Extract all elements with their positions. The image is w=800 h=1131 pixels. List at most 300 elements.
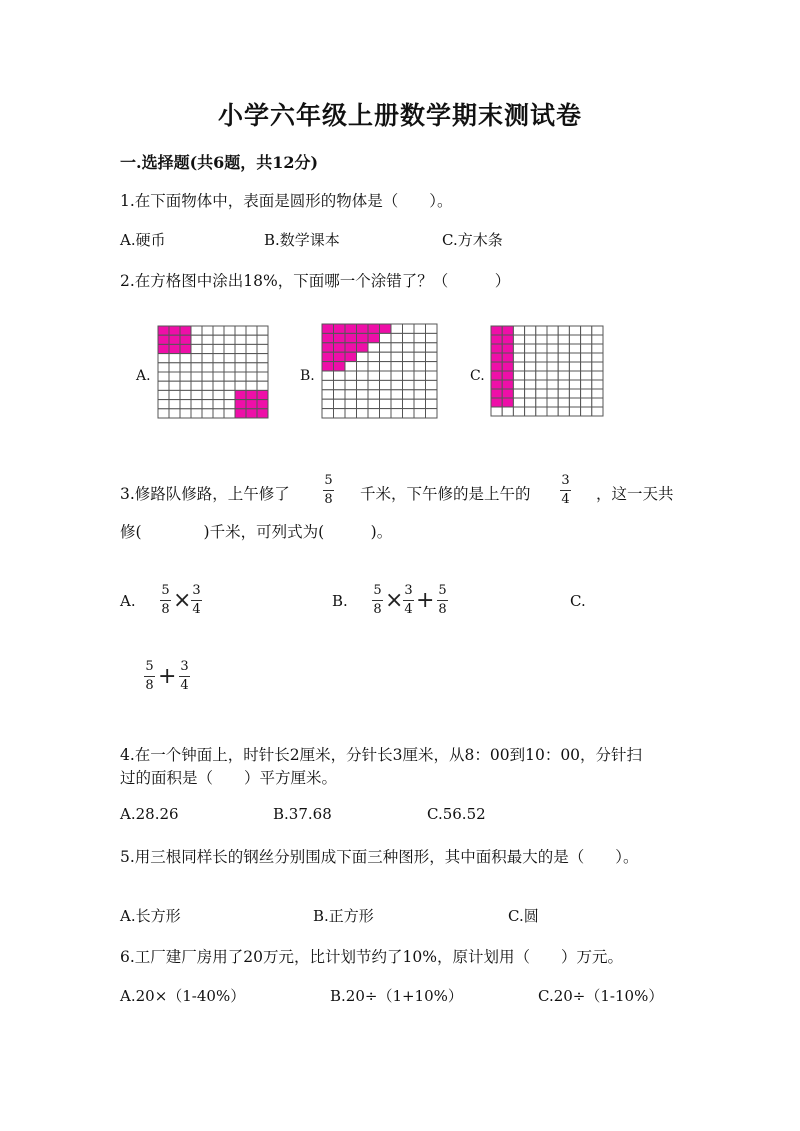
q3-option-c: C.: [570, 592, 586, 610]
grid-cell: [202, 326, 213, 335]
grid-cell: [345, 324, 357, 333]
grid-cell: [426, 380, 438, 389]
grid-cell: [368, 380, 380, 389]
grid-cell: [536, 335, 547, 344]
q1-option-b: B.数学课本: [264, 231, 340, 249]
grid-cell: [558, 362, 569, 371]
grid-cell: [158, 372, 169, 381]
q1-option-a: A.硬币: [120, 231, 166, 249]
grid-cell: [414, 352, 426, 361]
grid-cell: [191, 409, 202, 418]
q5-option-c: C.圆: [508, 907, 539, 925]
grid-cell: [334, 324, 346, 333]
grid-cell: [169, 381, 180, 390]
grid-cell: [368, 362, 380, 371]
question-6: 6.工厂建厂房用了20万元，比计划节约了10%，原计划用（ ）万元。: [120, 948, 623, 966]
grid-cell: [391, 409, 403, 418]
grid-cell: [502, 344, 513, 353]
question-4-line2: 过的面积是（ ）平方厘米。: [120, 769, 338, 787]
grid-cell: [191, 372, 202, 381]
q6-option-b: B.20÷（1+10%）: [330, 987, 463, 1005]
q3-b-frac1: 5 8: [373, 583, 382, 617]
grid-cell: [368, 399, 380, 408]
grid-cell: [334, 399, 346, 408]
grid-cell: [491, 398, 502, 407]
grid-cell: [513, 389, 524, 398]
grid-cell: [426, 399, 438, 408]
grid-cell: [180, 344, 191, 353]
grid-cell: [224, 400, 235, 409]
grid-cell: [224, 390, 235, 399]
grid-cell: [547, 371, 558, 380]
grid-cell: [158, 390, 169, 399]
grid-cell: [502, 380, 513, 389]
grid-cell: [547, 353, 558, 362]
grid-cell: [158, 335, 169, 344]
grid-cell: [380, 399, 392, 408]
grid-cell: [345, 362, 357, 371]
grid-cell: [235, 344, 246, 353]
grid-a: [157, 325, 269, 419]
grid-cell: [403, 380, 415, 389]
grid-cell: [213, 390, 224, 399]
grid-cell: [513, 353, 524, 362]
grid-cell: [257, 409, 268, 418]
grid-cell: [202, 344, 213, 353]
question-1: 1.在下面物体中，表面是圆形的物体是（ ）。: [120, 192, 453, 210]
grid-cell: [357, 362, 369, 371]
grid-cell: [357, 371, 369, 380]
grid-cell: [569, 326, 580, 335]
grid-cell: [380, 333, 392, 342]
grid-cell: [213, 381, 224, 390]
grid-cell: [213, 335, 224, 344]
q3-text-c: ，这一天共: [596, 485, 674, 503]
grid-cell: [213, 363, 224, 372]
q6-option-a: A.20×（1-40%）: [120, 987, 246, 1005]
grid-cell: [169, 335, 180, 344]
grid-cell: [158, 381, 169, 390]
grid-cell: [569, 398, 580, 407]
grid-cell: [257, 372, 268, 381]
grid-cell: [202, 372, 213, 381]
grid-cell: [536, 389, 547, 398]
grid-cell: [558, 344, 569, 353]
grid-cell: [257, 344, 268, 353]
grid-cell: [426, 343, 438, 352]
grid-cell: [502, 398, 513, 407]
grid-cell: [357, 399, 369, 408]
q3-fraction-1: [323, 474, 334, 507]
grid-cell: [345, 409, 357, 418]
grid-cell: [191, 326, 202, 335]
grid-cell: [191, 335, 202, 344]
grid-cell: [426, 362, 438, 371]
grid-cell: [592, 371, 603, 380]
grid-cell: [403, 343, 415, 352]
grid-cell: [334, 390, 346, 399]
grid-cell: [257, 363, 268, 372]
grid-cell: [322, 390, 334, 399]
grid-cell: [345, 390, 357, 399]
grid-cell: [213, 400, 224, 409]
grid-cell: [158, 354, 169, 363]
grid-cell: [224, 409, 235, 418]
grid-cell: [357, 324, 369, 333]
grid-cell: [414, 333, 426, 342]
grid-cell: [213, 409, 224, 418]
grid-cell: [169, 363, 180, 372]
grid-cell: [235, 381, 246, 390]
grid-cell: [569, 362, 580, 371]
grid-cell: [403, 390, 415, 399]
grid-cell: [547, 362, 558, 371]
grid-cell: [334, 362, 346, 371]
grid-cell: [158, 400, 169, 409]
grid-cell: [380, 352, 392, 361]
grid-cell: [547, 344, 558, 353]
grid-cell: [581, 371, 592, 380]
grid-cell: [158, 363, 169, 372]
grid-cell: [169, 390, 180, 399]
question-5: 5.用三根同样长的钢丝分别围成下面三种图形，其中面积最大的是（ ）。: [120, 848, 639, 866]
grid-cell: [525, 344, 536, 353]
q3-c-operator: +: [158, 664, 177, 689]
grid-cell: [180, 400, 191, 409]
grid-cell: [235, 363, 246, 372]
grid-cell: [202, 381, 213, 390]
grid-cell: [257, 326, 268, 335]
grid-cell: [502, 335, 513, 344]
grid-cell: [345, 333, 357, 342]
grid-cell: [202, 363, 213, 372]
grid-cell: [246, 344, 257, 353]
grid-cell: [491, 344, 502, 353]
q4-option-c: C.56.52: [427, 805, 486, 823]
grid-cell: [391, 380, 403, 389]
grid-cell: [213, 344, 224, 353]
section-heading: 一.选择题(共6题，共12分): [120, 153, 319, 172]
grid-cell: [525, 398, 536, 407]
grid-cell: [403, 409, 415, 418]
grid-cell: [235, 409, 246, 418]
q3-a-operator: ×: [173, 588, 192, 613]
grid-cell: [592, 344, 603, 353]
grid-cell: [357, 390, 369, 399]
grid-cell: [191, 363, 202, 372]
grid-cell: [334, 371, 346, 380]
grid-cell: [334, 333, 346, 342]
grid-cell: [224, 372, 235, 381]
grid-cell: [592, 326, 603, 335]
grid-cell: [592, 407, 603, 416]
grid-cell: [224, 335, 235, 344]
grid-cell: [414, 390, 426, 399]
grid-cell: [513, 362, 524, 371]
grid-cell: [525, 407, 536, 416]
grid-cell: [368, 343, 380, 352]
grid-cell: [414, 409, 426, 418]
grid-cell: [491, 389, 502, 398]
grid-cell: [169, 409, 180, 418]
q3-a-frac1: 5 8: [161, 583, 170, 617]
grid-cell: [536, 380, 547, 389]
grid-cell: [357, 352, 369, 361]
grid-cell: [246, 335, 257, 344]
grid-cell: [246, 409, 257, 418]
grid-cell: [202, 409, 213, 418]
q3-b-operator-1: ×: [385, 588, 404, 613]
grid-cell: [513, 407, 524, 416]
grid-cell: [414, 371, 426, 380]
grid-cell: [536, 344, 547, 353]
grid-cell: [491, 380, 502, 389]
grid-cell: [391, 324, 403, 333]
grid-cell: [235, 400, 246, 409]
grid-cell: [180, 381, 191, 390]
grid-cell: [180, 326, 191, 335]
grid-cell: [581, 380, 592, 389]
grid-cell: [592, 380, 603, 389]
grid-cell: [592, 398, 603, 407]
q2-label-a: A.: [136, 368, 151, 384]
grid-cell: [536, 398, 547, 407]
grid-cell: [357, 409, 369, 418]
grid-cell: [345, 371, 357, 380]
grid-cell: [581, 326, 592, 335]
denominator: 8: [324, 492, 333, 507]
q3-text-line2: 修( )千米，可列式为( )。: [120, 523, 393, 541]
grid-cell: [403, 324, 415, 333]
grid-cell: [525, 380, 536, 389]
grid-cell: [246, 381, 257, 390]
grid-cell: [257, 354, 268, 363]
grid-cell: [547, 380, 558, 389]
grid-cell: [491, 407, 502, 416]
grid-cell: [322, 409, 334, 418]
grid-cell: [180, 354, 191, 363]
grid-cell: [322, 333, 334, 342]
grid-cell: [558, 398, 569, 407]
grid-cell: [513, 371, 524, 380]
grid-cell: [502, 326, 513, 335]
grid-cell: [403, 352, 415, 361]
grid-cell: [368, 324, 380, 333]
grid-cell: [391, 333, 403, 342]
q3-c-frac2: 3 4: [180, 659, 189, 693]
grid-cell: [414, 343, 426, 352]
grid-cell: [569, 353, 580, 362]
grid-cell: [224, 363, 235, 372]
numerator: 5: [324, 473, 333, 488]
grid-cell: [525, 353, 536, 362]
grid-cell: [592, 335, 603, 344]
grid-b: [321, 323, 438, 419]
grid-cell: [547, 326, 558, 335]
page-title: 小学六年级上册数学期末测试卷: [217, 101, 582, 130]
grid-cell: [502, 353, 513, 362]
grid-cell: [547, 407, 558, 416]
grid-cell: [391, 343, 403, 352]
q3-option-a: A.: [120, 592, 136, 610]
grid-cell: [558, 380, 569, 389]
grid-cell: [581, 335, 592, 344]
q3-text-b: 千米，下午修的是上午的: [360, 485, 531, 503]
grid-cell: [235, 354, 246, 363]
grid-cell: [380, 380, 392, 389]
q2-label-c: C.: [470, 368, 485, 384]
grid-cell: [224, 326, 235, 335]
grid-cell: [246, 363, 257, 372]
grid-cell: [426, 390, 438, 399]
question-4-line1: 4.在一个钟面上，时针长2厘米，分针长3厘米，从8：00到10：00，分针扫: [120, 746, 643, 764]
q3-text-a: 3.修路队修路，上午修了: [120, 485, 290, 503]
grid-cell: [246, 400, 257, 409]
question-2: 2.在方格图中涂出18%，下面哪一个涂错了？（ ）: [120, 272, 511, 290]
grid-cell: [322, 380, 334, 389]
grid-cell: [257, 335, 268, 344]
grid-cell: [368, 390, 380, 399]
grid-cell: [345, 399, 357, 408]
grid-cell: [569, 335, 580, 344]
grid-cell: [592, 353, 603, 362]
grid-cell: [169, 372, 180, 381]
grid-cell: [158, 344, 169, 353]
grid-cell: [180, 335, 191, 344]
grid-cell: [426, 371, 438, 380]
grid-cell: [158, 326, 169, 335]
grid-cell: [368, 352, 380, 361]
grid-cell: [513, 380, 524, 389]
grid-cell: [403, 333, 415, 342]
grid-cell: [547, 389, 558, 398]
q4-option-a: A.28.26: [120, 805, 179, 823]
grid-cell: [581, 362, 592, 371]
grid-cell: [213, 354, 224, 363]
grid-cell: [180, 409, 191, 418]
grid-cell: [581, 407, 592, 416]
grid-cell: [357, 343, 369, 352]
grid-cell: [391, 399, 403, 408]
q4-option-b: B.37.68: [273, 805, 332, 823]
grid-cell: [525, 389, 536, 398]
grid-cell: [257, 390, 268, 399]
grid-cell: [502, 407, 513, 416]
grid-cell: [368, 409, 380, 418]
grid-cell: [491, 353, 502, 362]
grid-cell: [513, 335, 524, 344]
grid-cell: [169, 400, 180, 409]
grid-cell: [403, 399, 415, 408]
grid-cell: [334, 352, 346, 361]
grid-cell: [191, 390, 202, 399]
grid-c: [490, 325, 604, 417]
grid-cell: [558, 353, 569, 362]
grid-cell: [202, 400, 213, 409]
grid-cell: [257, 400, 268, 409]
grid-cell: [569, 407, 580, 416]
grid-cell: [525, 371, 536, 380]
grid-cell: [391, 362, 403, 371]
grid-cell: [536, 362, 547, 371]
grid-cell: [322, 399, 334, 408]
grid-cell: [345, 343, 357, 352]
grid-cell: [536, 353, 547, 362]
grid-cell: [513, 326, 524, 335]
grid-cell: [581, 353, 592, 362]
numerator: 3: [561, 473, 570, 488]
grid-cell: [391, 390, 403, 399]
grid-cell: [491, 371, 502, 380]
grid-cell: [246, 354, 257, 363]
grid-cell: [513, 344, 524, 353]
grid-cell: [414, 324, 426, 333]
q5-option-a: A.长方形: [120, 907, 181, 925]
grid-cell: [536, 371, 547, 380]
grid-cell: [213, 372, 224, 381]
grid-cell: [322, 343, 334, 352]
grid-cell: [426, 324, 438, 333]
grid-cell: [581, 389, 592, 398]
grid-cell: [235, 335, 246, 344]
grid-cell: [380, 362, 392, 371]
grid-cell: [246, 390, 257, 399]
q3-b-frac3: 5 8: [438, 583, 447, 617]
q3-option-b: B.: [332, 592, 348, 610]
q3-b-frac2: 3 4: [404, 583, 413, 617]
q3-b-operator-2: +: [416, 588, 435, 613]
grid-cell: [414, 362, 426, 371]
grid-cell: [191, 381, 202, 390]
grid-cell: [491, 326, 502, 335]
grid-cell: [169, 326, 180, 335]
grid-cell: [180, 372, 191, 381]
grid-cell: [502, 362, 513, 371]
grid-cell: [191, 344, 202, 353]
grid-cell: [547, 398, 558, 407]
grid-cell: [202, 335, 213, 344]
grid-cell: [380, 343, 392, 352]
grid-cell: [502, 371, 513, 380]
grid-cell: [513, 398, 524, 407]
q2-label-b: B.: [300, 368, 315, 384]
grid-cell: [322, 352, 334, 361]
q1-option-c: C.方木条: [442, 231, 503, 249]
grid-cell: [357, 333, 369, 342]
grid-cell: [368, 371, 380, 380]
grid-cell: [246, 372, 257, 381]
grid-cell: [202, 354, 213, 363]
grid-cell: [334, 343, 346, 352]
grid-cell: [391, 371, 403, 380]
grid-cell: [180, 363, 191, 372]
grid-cell: [558, 371, 569, 380]
grid-cell: [525, 335, 536, 344]
grid-cell: [558, 407, 569, 416]
grid-cell: [380, 371, 392, 380]
grid-cell: [581, 398, 592, 407]
grid-cell: [202, 390, 213, 399]
grid-cell: [257, 381, 268, 390]
grid-cell: [224, 381, 235, 390]
q3-c-frac1: 5 8: [145, 659, 154, 693]
grid-cell: [169, 344, 180, 353]
grid-cell: [569, 389, 580, 398]
grid-cell: [502, 389, 513, 398]
grid-cell: [322, 324, 334, 333]
grid-cell: [334, 409, 346, 418]
grid-cell: [191, 400, 202, 409]
